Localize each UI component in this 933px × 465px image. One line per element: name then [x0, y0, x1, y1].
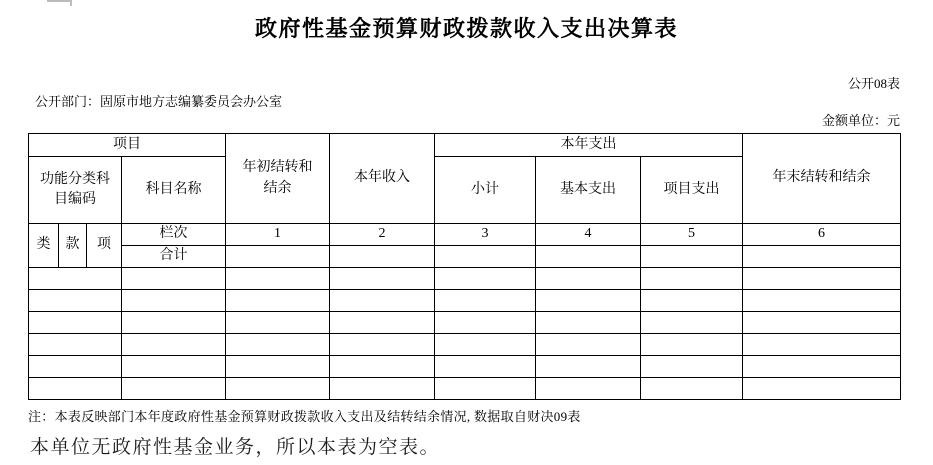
header-end-balance: 年末结转和结余 — [743, 134, 901, 224]
header-subject-name: 科目名称 — [122, 157, 226, 224]
total-value — [226, 246, 330, 268]
empty-cell — [743, 312, 901, 334]
empty-data-row — [29, 334, 901, 356]
column-index-row — [29, 224, 901, 246]
total-value — [435, 246, 536, 268]
empty-cell — [330, 290, 435, 312]
header-project: 项目 — [29, 134, 226, 157]
empty-cell — [226, 334, 330, 356]
empty-cell — [536, 356, 641, 378]
empty-cell — [743, 268, 901, 290]
empty-cell — [536, 378, 641, 400]
header-current-expense: 本年支出 — [435, 134, 743, 157]
empty-cell — [226, 312, 330, 334]
header-begin-balance — [226, 134, 330, 224]
total-row — [29, 246, 901, 268]
empty-cell — [226, 356, 330, 378]
empty-data-row — [29, 312, 901, 334]
column-number: 1 — [226, 224, 330, 246]
empty-cell — [641, 334, 743, 356]
empty-cell — [122, 334, 226, 356]
column-number: 3 — [435, 224, 536, 246]
empty-cell — [29, 356, 122, 378]
empty-cell — [435, 268, 536, 290]
empty-cell — [122, 290, 226, 312]
empty-cell — [29, 290, 122, 312]
empty-cell — [29, 268, 122, 290]
department-line: 公开部门：固原市地方志编纂委员会办公室 — [35, 94, 283, 109]
empty-cell — [641, 290, 743, 312]
header-basic-expense: 基本支出 — [536, 157, 641, 224]
empty-cell — [641, 378, 743, 400]
empty-cell — [743, 378, 901, 400]
header-project-expense: 项目支出 — [641, 157, 743, 224]
empty-cell — [743, 334, 901, 356]
empty-cell — [122, 268, 226, 290]
header-func-code-label: 功能分类科目编码 — [40, 171, 110, 207]
header-class: 类 — [29, 224, 59, 268]
total-value — [536, 246, 641, 268]
empty-cell — [435, 378, 536, 400]
header-subtotal: 小计 — [435, 157, 536, 224]
empty-table-statement: 本单位无政府性基金业务，所以本表为空表。 — [30, 437, 441, 458]
empty-cell — [536, 334, 641, 356]
empty-cell — [122, 312, 226, 334]
empty-cell — [330, 312, 435, 334]
total-value — [330, 246, 435, 268]
header-item: 项 — [87, 224, 122, 268]
empty-cell — [536, 268, 641, 290]
unit-line: 金额单位：元 — [821, 113, 900, 128]
fund-budget-table — [28, 133, 901, 400]
empty-cell — [29, 312, 122, 334]
table-anchor-mark — [47, 0, 72, 6]
total-value — [743, 246, 901, 268]
empty-cell — [330, 356, 435, 378]
empty-data-row — [29, 378, 901, 400]
empty-cell — [435, 312, 536, 334]
page-title: 政府性基金预算财政拨款收入支出决算表 — [254, 16, 678, 41]
column-number: 5 — [641, 224, 743, 246]
total-label: 合计 — [122, 246, 226, 268]
empty-cell — [435, 356, 536, 378]
empty-cell — [641, 356, 743, 378]
column-number: 6 — [743, 224, 901, 246]
empty-data-row — [29, 356, 901, 378]
empty-cell — [226, 290, 330, 312]
empty-cell — [536, 312, 641, 334]
table-note: 注：本表反映部门本年度政府性基金预算财政拨款收入支出及结转结余情况, 数据取自财决09表 — [28, 409, 581, 424]
empty-cell — [330, 378, 435, 400]
empty-data-row — [29, 290, 901, 312]
column-number: 2 — [330, 224, 435, 246]
empty-cell — [435, 290, 536, 312]
column-number: 4 — [536, 224, 641, 246]
empty-cell — [641, 312, 743, 334]
table-code: 公开08表 — [847, 76, 900, 91]
empty-cell — [29, 378, 122, 400]
header-current-income: 本年收入 — [330, 134, 435, 224]
empty-cell — [226, 378, 330, 400]
empty-cell — [743, 356, 901, 378]
empty-data-row — [29, 268, 901, 290]
empty-cell — [641, 268, 743, 290]
header-row-1 — [29, 134, 901, 157]
header-begin-balance-label: 年初结转和结余 — [242, 160, 313, 196]
empty-cell — [435, 334, 536, 356]
total-value — [641, 246, 743, 268]
header-section: 款 — [59, 224, 87, 268]
empty-cell — [536, 290, 641, 312]
empty-cell — [330, 334, 435, 356]
empty-cell — [743, 290, 901, 312]
empty-cell — [226, 268, 330, 290]
header-func-code — [29, 157, 122, 224]
empty-cell — [122, 356, 226, 378]
empty-cell — [122, 378, 226, 400]
empty-cell — [29, 334, 122, 356]
empty-cell — [330, 268, 435, 290]
column-index-label: 栏次 — [122, 224, 226, 246]
